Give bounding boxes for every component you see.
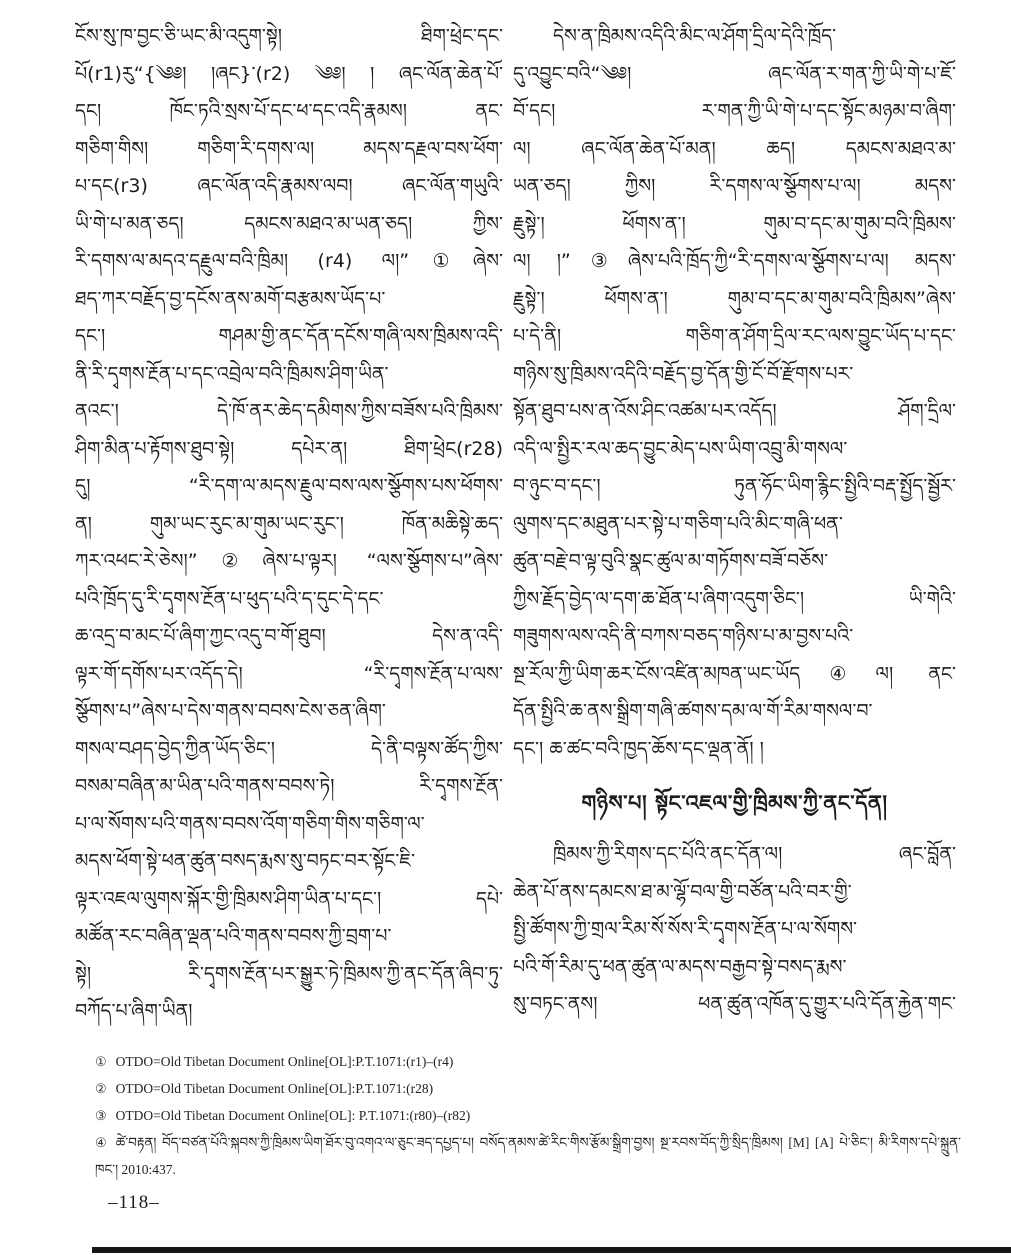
tibetan-text-line: ལུགས་དང་མཐུན་པར་སྟེ་པ་གཅིག་པའི་མིང་གཞི་ཕན་ bbox=[513, 512, 843, 535]
tibetan-text-line: དུ་འབྱུང་བའི“༄༅། ཞང་ལོན་ར་གན་ཀྱི་ཡི་གེ་པ་ཇོ་ bbox=[513, 62, 956, 85]
left-column-paragraph bbox=[75, 18, 503, 1031]
footnote-marker: ② bbox=[95, 1081, 107, 1096]
tibetan-text-line: ལྟར་གོ་དགོས་པར་འདོད་དེ། “རི་དྭགས་རྔོན་པ་ལས་ bbox=[75, 662, 503, 685]
footnote-text: OTDO=Old Tibetan Document Online[OL]:P.T.1071:(r28) bbox=[115, 1081, 434, 1096]
tibetan-text-line: པ་དེ་ནི། གཅིག་ན་ཤོག་དྲིལ་རང་ལས་བྱུང་ཡོད་པ་དང་ bbox=[513, 325, 956, 347]
right-column-paragraph-2 bbox=[513, 836, 956, 1024]
footnote-text: OTDO=Old Tibetan Document Online[OL]:P.T.1071:(r1)–(r4) bbox=[115, 1054, 454, 1069]
page-number: –118– bbox=[108, 1192, 160, 1213]
tibetan-text-line: དང། ཁོང་ཏའི་སྲས་པོ་དང་ཕ་དང་འདི་རྣམས། ནང་ bbox=[75, 100, 503, 122]
footnote-item bbox=[95, 1102, 961, 1129]
tibetan-text-line: པའི་གོ་རིམ་དུ་ཕན་ཚུན་ལ་མདས་བརྒྱབ་སྟེ་བསད་རྨས་ bbox=[513, 955, 847, 978]
tibetan-text-line: རྗུསྟེ་། ཕོགས་ན་། གུམ་བ་དང་མ་གུམ་བའི་ཁྲིམས་ bbox=[513, 212, 956, 235]
left-text-column bbox=[75, 18, 503, 1031]
tibetan-text-line: དེས་ན་ཁྲིམས་འདིའི་མིང་ལ་ཤོག་དྲིལ་དེའི་ཁྲོད་ bbox=[553, 25, 837, 47]
footnote-text: OTDO=Old Tibetan Document Online[OL]: P.T.1071:(r80)–(r82) bbox=[115, 1108, 471, 1123]
footnote-item bbox=[95, 1129, 961, 1183]
tibetan-text-line: ངོས་སུ་ཁ་བྱང་ཅི་ཡང་མི་འདུག་སྟེ། ཐིག་ཕྲེང་དང་ bbox=[75, 25, 503, 47]
tibetan-text-line: ཀར་འཕང་རེ་ཅེས།”②ཞེས་པ་ལྟར། “ལས་སྩོགས་པ”ཞེས་ bbox=[75, 550, 503, 572]
footnotes-section bbox=[95, 1048, 961, 1183]
tibetan-text-line: ཤིག་མིན་པ་རྟོགས་ཐུབ་སྟེ། དཔེར་ན། ཐིག་ཕྲེང(r28) bbox=[75, 437, 503, 460]
tibetan-text-line: སྟོན་ཐུབ་པས་ན་འོས་ཤིང་འཚམ་པར་འདོད། ཤོག་དྲིལ་ bbox=[513, 400, 956, 422]
bottom-edge-rule bbox=[92, 1247, 1011, 1253]
right-text-column bbox=[513, 18, 956, 1024]
right-column-paragraph-1 bbox=[513, 18, 956, 768]
tibetan-text-line: བོ་དང། ར་གན་ཀྱི་ཡི་གེ་པ་དང་སྟོང་མཉམ་བ་ཞིག་ bbox=[513, 100, 956, 122]
tibetan-text-line: དང་། ཆ་ཚང་བའི་ཁྱད་ཆོས་དང་ལྡན་ནོ། ། bbox=[513, 737, 764, 760]
tibetan-text-line: ལ། །”③ཞེས་པའི་ཁྲོད་ཀྱི“རི་དགས་ལ་སྩོགས་པ་ལ། མདས་ bbox=[513, 250, 956, 272]
tibetan-text-line: པ་ལ་སོགས་པའི་གནས་བབས་འོག་གཅིག་གིས་གཅིག་ལ་ bbox=[75, 812, 425, 835]
tibetan-text-line: འདི་ལ་སྤྱིར་རལ་ཆད་བྱུང་མེད་པས་ཡིག་འབྲུ་མི་གསལ་ bbox=[513, 437, 848, 460]
tibetan-text-line: མདས་ཕོག་སྟེ་ཕན་ཚུན་བསད་རྨས་སུ་བཏང་བར་སྟོང་ཇི་ bbox=[75, 850, 415, 872]
tibetan-text-line: རི་དགས་ལ་མདའ་དརྗུལ་བའི་ཁྲིམ། (r4) ལ།”①ཞེས་ bbox=[75, 250, 503, 272]
tibetan-text-line: དོན་སྤྱིའི་ཆ་ནས་སྒྲིག་གཞི་ཚགས་དམ་ལ་གོ་རིམ་གསལ་བ་ bbox=[513, 700, 873, 722]
footnote-marker: ④ bbox=[95, 1135, 107, 1150]
tibetan-text-line: ལ། ཞང་ལོན་ཆེན་པོ་མན། ཆད། དམངས་མཐའ་མ་ bbox=[513, 137, 956, 160]
tibetan-text-line: སྟེ། རི་དྭགས་རྔོན་པར་སྒྱུར་ཏེ་ཁྲིམས་ཀྱི་ནང་དོན་ཞིབ་ཏུ་ bbox=[75, 962, 503, 985]
tibetan-text-line: ཚུན་བརྗེ་བ་ལྟ་བུའི་སྣང་ཚུལ་མ་གཏོགས་བཟོ་བཅོས་ bbox=[513, 550, 829, 572]
tibetan-text-line: གཅིག་གིས། གཅིག་རི་དགས་ལ། མདས་དརྗལ་བས་ཕོག་ bbox=[75, 137, 503, 160]
tibetan-text-line: བཀོད་པ་ཞིག་ཡིན། bbox=[75, 1000, 193, 1022]
tibetan-text-line: ལྟར་འཇལ་ལུགས་སྐོར་གྱི་ཁྲིམས་ཤིག་ཡིན་པ་དང་། དཔེ་ bbox=[75, 887, 503, 910]
footnote-marker: ① bbox=[95, 1054, 107, 1069]
tibetan-text-line: ཡན་ཅད། ཀྱིས། རི་དགས་ལ་སྩོགས་པ་ལ། མདས་ bbox=[513, 175, 956, 197]
tibetan-text-line: ཡི་གེ་པ་མན་ཅད། དམངས་མཐའ་མ་ཡན་ཅད། ཀྱིས་ bbox=[75, 212, 503, 235]
tibetan-text-line: ནའང་། དེ་ཁོ་ནར་ཆེད་དམིགས་ཀྱིས་བཟོས་པའི་ཁྲིམས་ bbox=[75, 400, 503, 422]
tibetan-text-line: པོ(r1)རུ“{༄༅། །ཞང}་(r2) ༄༅། ། ཞང་ལོན་ཆེན་པོ་ bbox=[75, 62, 503, 85]
tibetan-text-line: དང་། གཤམ་གྱི་ནང་དོན་དངོས་གཞི་ལས་ཁྲིམས་འདི་ bbox=[75, 325, 503, 347]
tibetan-text-line: པའི་ཁྲོད་དུ་རི་དྭགས་རྔོན་པ་ཕུད་པའི་ད་དུང་དེ་དང་ bbox=[75, 587, 384, 610]
tibetan-text-line: སྩོགས་པ”ཞེས་པ་དེས་གནས་བབས་ངེས་ཅན་ཞིག་ bbox=[75, 700, 386, 722]
tibetan-text-line: ཐད་ཀར་བརྗོད་བྱ་དངོས་ནས་མགོ་བརྩམས་ཡོད་པ་ bbox=[75, 287, 386, 310]
tibetan-text-line: སྔ་རོལ་ཀྱི་ཡིག་ཆར་ངོས་འཛིན་མཁན་ཡང་ཡོད④ལ། ནང་ bbox=[513, 662, 956, 685]
tibetan-text-line: དུ། “རི་དག་ལ་མདས་རྗུལ་བས་ལས་སྩོགས་པས་ཕོགས་ bbox=[75, 475, 503, 497]
tibetan-text-line: རྗུསྟེ་། ཕོགས་ན་། གུམ་བ་དང་མ་གུམ་བའི་ཁྲིམས”ཞེས་ bbox=[513, 287, 956, 310]
tibetan-text-line: བསམ་བཞིན་མ་ཡིན་པའི་གནས་བབས་ཏེ། རི་དྭགས་རྔོན་ bbox=[75, 775, 503, 797]
tibetan-text-line: སུ་བཏང་ནས། ཕན་ཚུན་འཁོན་དུ་གྱུར་པའི་དོན་རྐྱེན་གང་ bbox=[513, 993, 956, 1015]
footnote-item bbox=[95, 1048, 961, 1075]
footnote-marker: ③ bbox=[95, 1108, 107, 1123]
tibetan-text-line: གཉིས་སུ་ཁྲིམས་འདིའི་བརྗོད་བྱ་དོན་གྱི་ངོ་བོ་རྫོགས་པར་ bbox=[513, 362, 854, 385]
tibetan-text-line: པ་དང(r3) ཞང་ལོན་འདི་རྣམས་ལབ། ཞང་ལོན་གཡུའི་ bbox=[75, 175, 503, 197]
footnote-text: ཚེ་བརྟན། བོད་བཙན་པོའི་སྐབས་ཀྱི་ཁྲིམས་ཡིག་ཐོར་བུ་འགའ་ལ་ཅུང་ཟད་དཔྱད་པ། བསོད་ནམས་ཚེ་རིང་གིས་རྩོམ་སྒྲིག་བྱས། སྔ་རབས་བོད་ཀྱི་སྲིད་ཁྲིམས། [M] [A] པེ་ཅིང་། མི་རིགས་དཔེ་སྐྲུན་ཁང་། 2010:437. bbox=[95, 1135, 961, 1177]
footnote-item bbox=[95, 1075, 961, 1102]
tibetan-text-line: ཆ་འདྲ་བ་མང་པོ་ཞིག་ཀྱང་འདུ་བ་གོ་ཐུབ། དེས་ན་འདི་ bbox=[75, 625, 503, 647]
tibetan-text-line: ཆེན་པོ་ནས་དམངས་ཐ་མ་ལྷོ་བལ་གྱི་བཙོན་པའི་བར་གྱི་ bbox=[513, 880, 852, 903]
tibetan-text-line: གཟུགས་ལས་འདི་ནི་བཀས་བཅད་གཉིས་པ་མ་བྱས་པའི་ bbox=[513, 625, 854, 647]
tibetan-text-line: གསལ་བཤད་བྱེད་ཀྱིན་ཡོད་ཅིང་། དེ་ནི་བལྟས་ཚོད་ཀྱིས་ bbox=[75, 737, 503, 760]
tibetan-text-line: ཁྲིམས་ཀྱི་རིགས་དང་པོའི་ནང་དོན་ལ། ཞང་བློན་ bbox=[553, 843, 956, 865]
tibetan-text-line: བ་ཉུང་བ་དང་། ཏུན་ཧོང་ཡིག་རྙིང་སྤྱིའི་བརྡ་སྤྱོད་སྦྱོར་ bbox=[513, 475, 956, 497]
tibetan-text-line: མཚོན་རང་བཞིན་ལྡན་པའི་གནས་བབས་ཀྱི་བྲག་པ་ bbox=[75, 925, 392, 947]
tibetan-text-line: ཀྱིས་རྗོད་བྱེད་ལ་དག་ཆ་ཐོན་པ་ཞིག་འདུག་ཅིང་། ཡི་གེའི་ bbox=[513, 587, 956, 610]
section-heading: གཉིས་པ། སྟོང་འཇལ་གྱི་ཁྲིམས་ཀྱི་ནང་དོན། bbox=[581, 791, 888, 815]
tibetan-text-line: ནི་རི་དྭགས་རྔོན་པ་དང་འབྲེལ་བའི་ཁྲིམས་ཤིག་ཡིན་ bbox=[75, 362, 389, 385]
tibetan-text-line: སྤྱི་ཚོགས་ཀྱི་གྲལ་རིམ་སོ་སོས་རི་དྭགས་རྔོན་པ་ལ་སོགས་ bbox=[513, 918, 858, 940]
tibetan-text-line: ན། གུམ་ཡང་རུང་མ་གུམ་ཡང་རུང་། ཁོན་མཆིསྟེ་ཆད་ bbox=[75, 512, 503, 535]
